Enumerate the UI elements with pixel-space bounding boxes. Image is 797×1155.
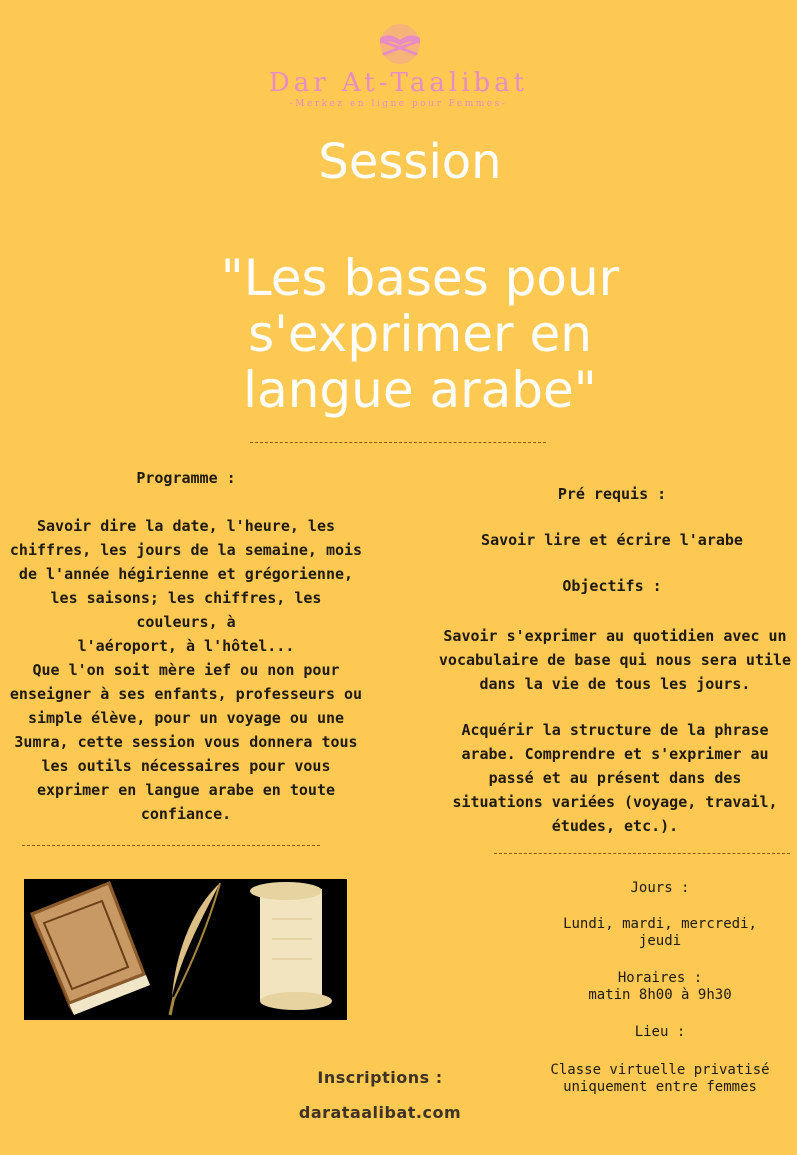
inscriptions-label: Inscriptions : xyxy=(317,1068,443,1087)
brand-tagline: -Merkez en ligne pour Femmes- xyxy=(289,99,508,109)
lieu-value: Classe virtuelle privatisé uniquement entre femmes xyxy=(550,1062,770,1095)
horaires: Horaires : matin 8h00 à 9h30 xyxy=(588,970,732,1003)
programme-heading: Programme : xyxy=(136,469,236,487)
jours-label: Jours : xyxy=(630,880,690,896)
scroll-icon xyxy=(250,882,332,1010)
objectifs-paragraph-2: Acquérir la structure de la phrase arabe. Comprendre et s'exprimer au passé et au présent dans des situations variées (voyage, travail, études, etc.). xyxy=(452,721,778,835)
book-icon xyxy=(30,881,150,1015)
title-line: langue arabe" xyxy=(243,361,597,419)
title-divider xyxy=(250,442,546,443)
inscriptions-link[interactable]: darataalibat.com xyxy=(298,1103,462,1122)
session-main-title xyxy=(150,250,690,418)
objectifs-divider xyxy=(494,853,790,854)
illustration-panel xyxy=(24,879,347,1020)
objectifs-heading: Objectifs : xyxy=(562,577,662,595)
objectifs-paragraph-1: Savoir s'exprimer au quotidien avec un vocabulaire de base qui nous sera utile dans la vie de tous les jours. xyxy=(438,627,792,693)
title-line: "Les bases pour xyxy=(220,249,620,307)
quill-icon xyxy=(170,883,220,1015)
programme-paragraph-2: Que l'on soit mère ief ou non pour enseigner à ses enfants, professeurs ou simple élève, pour un voyage ou une 3umra, cette session vous donnera tous les outils nécessaires pour vous exprimer en langue arabe en toute confiance. xyxy=(9,661,363,823)
session-title: Session xyxy=(318,134,502,190)
prerequis-heading: Pré requis : xyxy=(557,485,667,503)
programme-divider xyxy=(22,845,320,846)
open-quran-icon xyxy=(370,22,430,66)
brand-name: Dar At-Taalibat xyxy=(268,68,529,98)
lieu-label: Lieu : xyxy=(634,1024,686,1040)
title-line: s'exprimer en xyxy=(248,305,592,363)
programme-paragraph-1: Savoir dire la date, l'heure, les chiffres, les jours de la semaine, mois de l'année hégirienne et grégorienne, les saisons; les chiffres, les couleurs, à l'aéroport, à l'hôtel... xyxy=(9,517,363,655)
prerequis-text: Savoir lire et écrire l'arabe xyxy=(481,531,743,549)
jours-value: Lundi, mardi, mercredi, jeudi xyxy=(563,916,757,949)
